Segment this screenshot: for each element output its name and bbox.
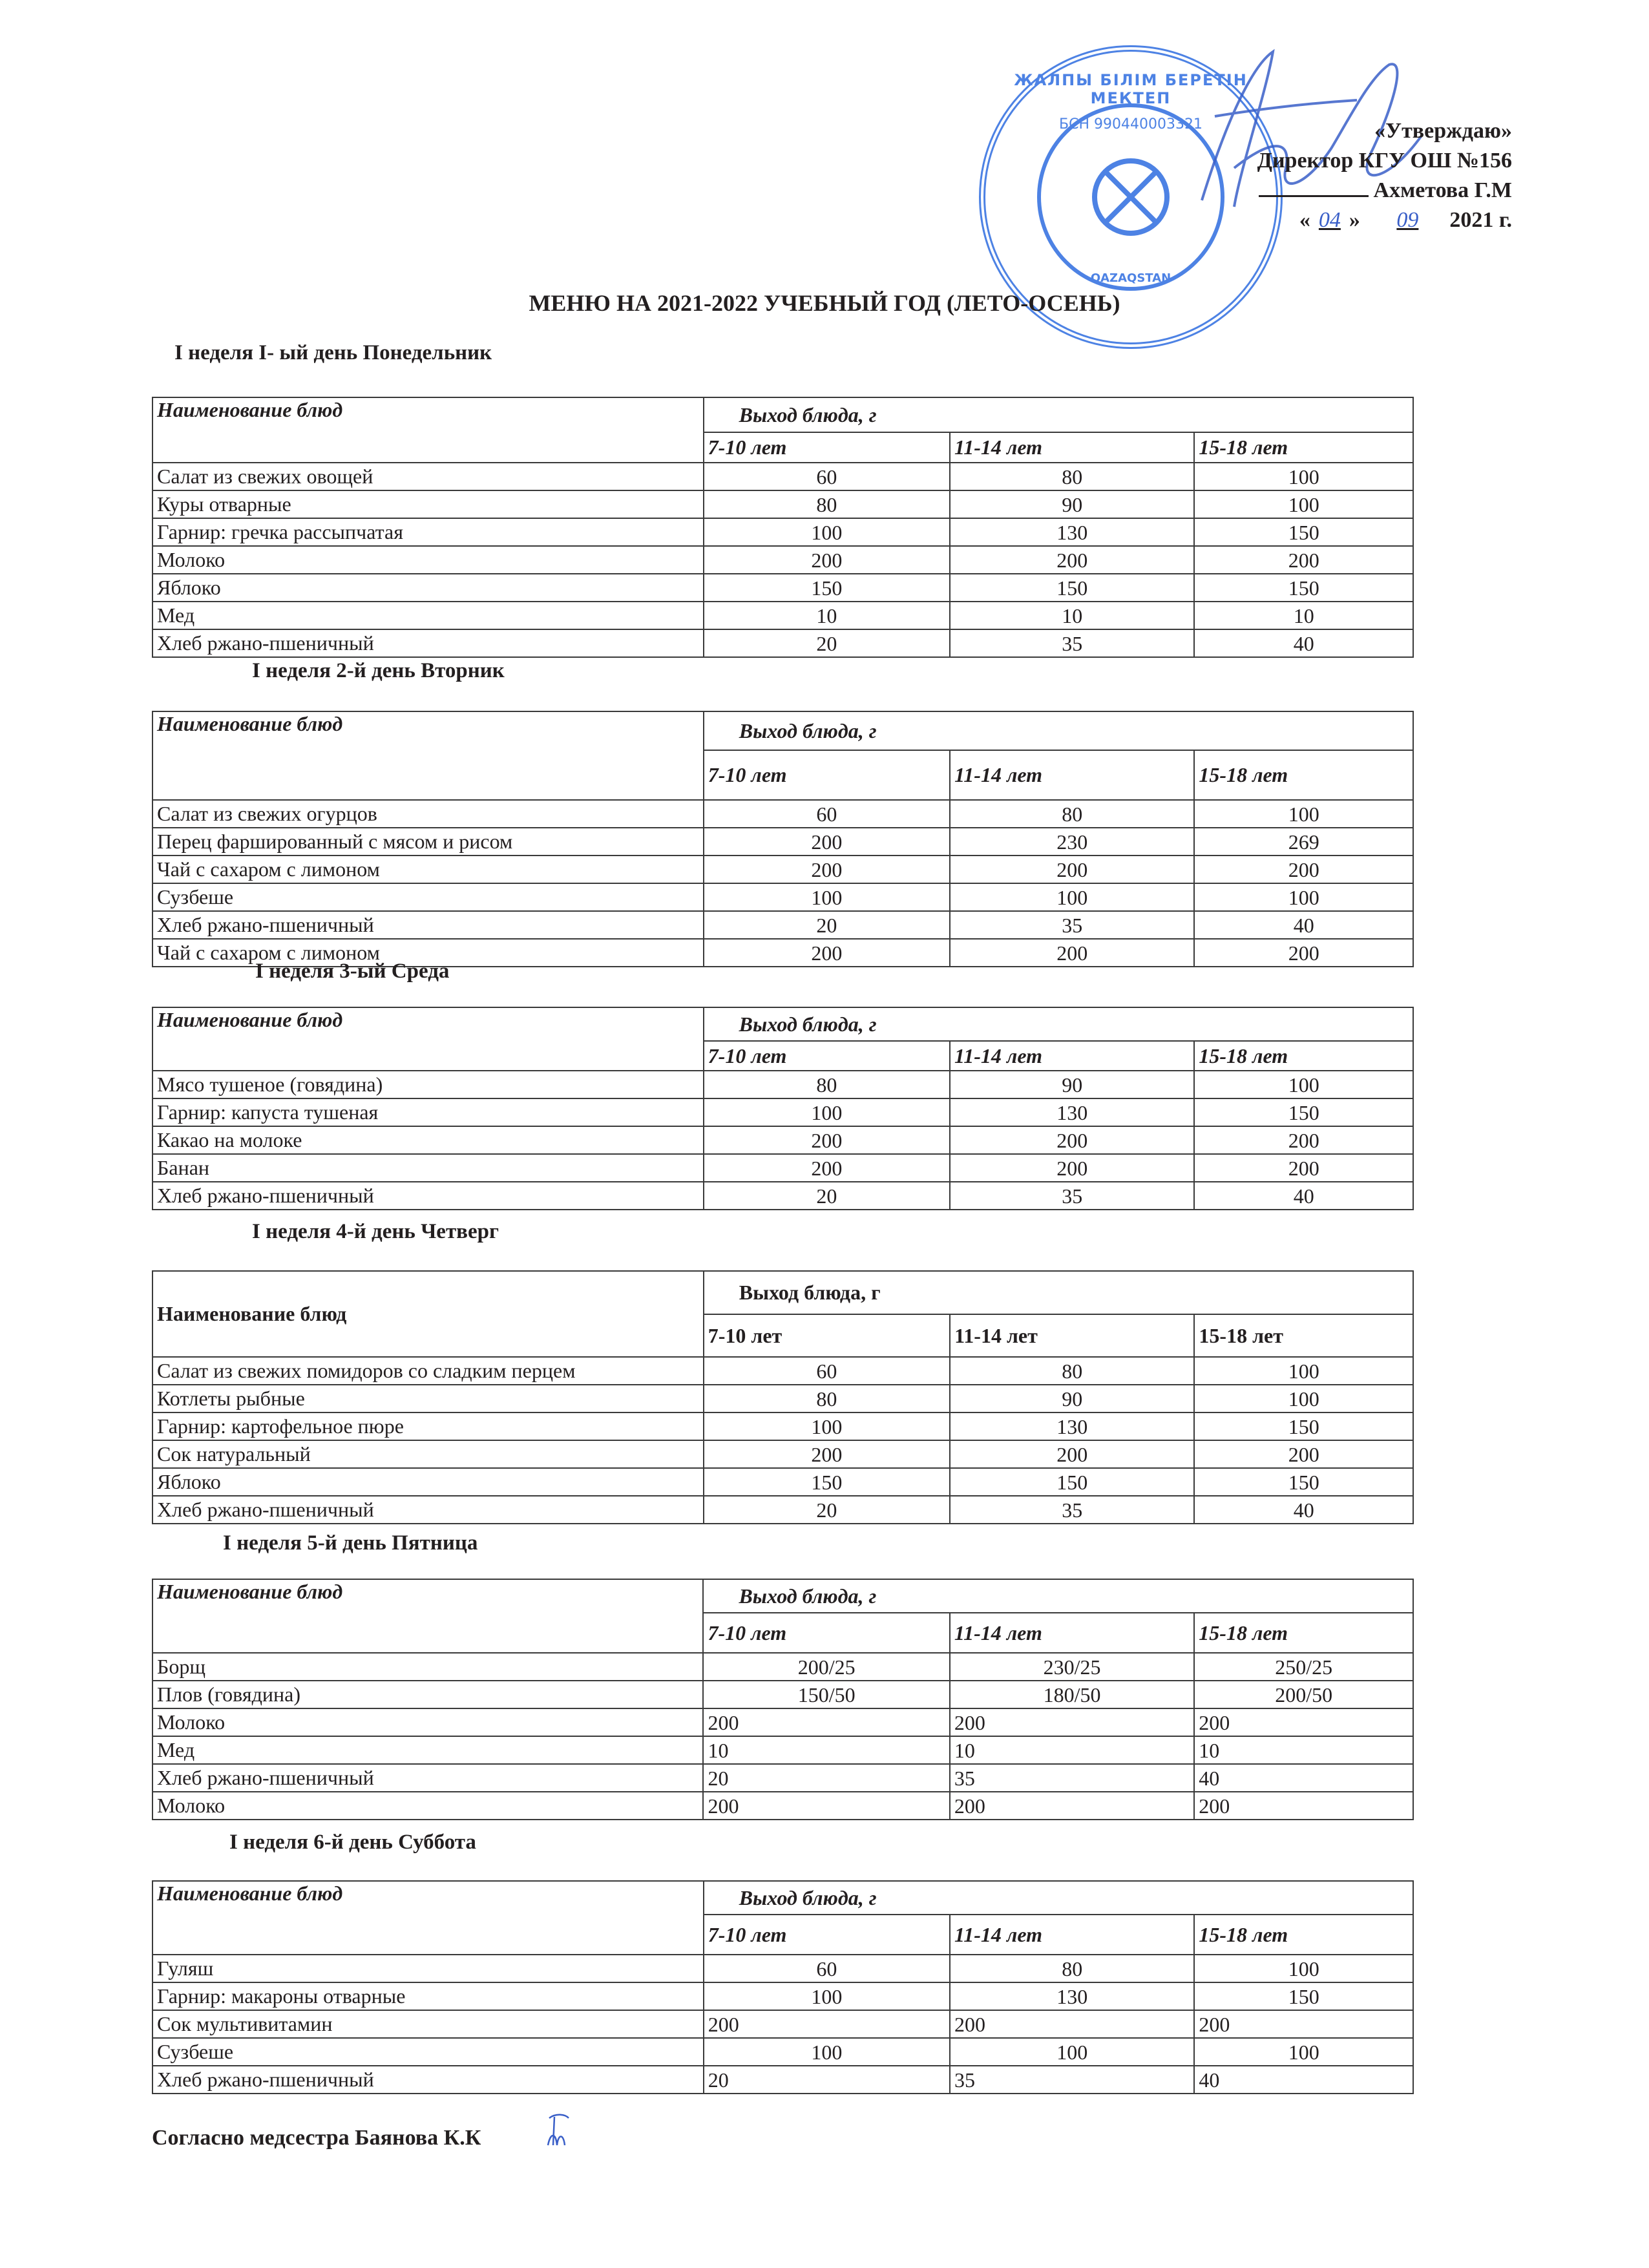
dish-name: Перец фаршированный с мясом и рисом <box>152 828 704 856</box>
dish-name: Сузбеше <box>152 883 704 911</box>
portion-value: 20 <box>703 1764 949 1792</box>
column-header-yield: Выход блюда, г <box>704 1007 1413 1041</box>
column-header-yield: Выход блюда, г <box>703 1579 1413 1613</box>
column-header-age: 7-10 лет <box>704 432 950 463</box>
dish-name: Хлеб ржано-пшеничный <box>152 1496 704 1524</box>
portion-value: 60 <box>704 1955 950 1982</box>
portion-value: 60 <box>704 1357 950 1385</box>
portion-value: 40 <box>1194 1764 1413 1792</box>
table-row <box>152 490 1413 518</box>
approval-name-line <box>1215 176 1512 205</box>
portion-value: 200 <box>1194 2010 1413 2038</box>
portion-value: 20 <box>704 1496 950 1524</box>
table-row <box>152 1385 1413 1412</box>
dish-name: Гуляш <box>152 1955 704 1982</box>
portion-value: 100 <box>1194 2038 1413 2066</box>
dish-name: Молоко <box>152 1708 703 1736</box>
table-row <box>152 629 1413 657</box>
portion-value: 200 <box>1194 856 1413 883</box>
table-row <box>152 518 1413 546</box>
portion-value: 100 <box>950 883 1194 911</box>
table-row <box>152 1496 1413 1524</box>
dish-name: Мясо тушеное (говядина) <box>152 1071 704 1098</box>
portion-value: 20 <box>704 2066 950 2094</box>
dish-name: Хлеб ржано-пшеничный <box>152 1764 703 1792</box>
portion-value: 100 <box>704 2038 950 2066</box>
portion-value: 250/25 <box>1194 1653 1413 1681</box>
page-title: МЕНЮ НА 2021-2022 УЧЕБНЫЙ ГОД (ЛЕТО-ОСЕНЬ) <box>529 290 1120 316</box>
portion-value: 200 <box>1194 939 1413 967</box>
stamp-bin: БСН 990440003321 <box>1059 116 1203 132</box>
portion-value: 100 <box>1194 1357 1413 1385</box>
date-quote-open: « <box>1299 208 1310 232</box>
table-row <box>152 1681 1413 1708</box>
portion-value: 80 <box>704 1385 950 1412</box>
column-header-yield: Выход блюда, г <box>704 1271 1413 1314</box>
portion-value: 10 <box>1194 1736 1413 1764</box>
portion-value: 150 <box>950 1468 1194 1496</box>
portion-value: 100 <box>1194 800 1413 828</box>
approval-block <box>1215 116 1512 235</box>
portion-value: 35 <box>950 629 1194 657</box>
stamp-ring-text: ЖАЛПЫ БІЛІМ БЕРЕТІН МЕКТЕП <box>1014 71 1248 107</box>
portion-value: 40 <box>1194 629 1413 657</box>
dish-name: Какао на молоке <box>152 1126 704 1154</box>
table-row <box>152 1764 1413 1792</box>
portion-value: 200 <box>704 939 950 967</box>
column-header-age: 7-10 лет <box>704 750 950 800</box>
menu-table <box>152 1270 1414 1524</box>
portion-value: 35 <box>950 911 1194 939</box>
table-row <box>152 1955 1413 1982</box>
column-header-yield: Выход блюда, г <box>704 711 1413 750</box>
column-header-age: 11-14 лет <box>950 750 1194 800</box>
portion-value: 100 <box>704 883 950 911</box>
date-quote-close: » <box>1349 208 1360 232</box>
date-year: 2021 г. <box>1449 208 1512 232</box>
portion-value: 80 <box>950 1955 1194 1982</box>
dish-name: Молоко <box>152 1792 703 1820</box>
portion-value: 200 <box>950 2010 1194 2038</box>
portion-value: 150 <box>1194 574 1413 602</box>
menu-table <box>152 1007 1414 1210</box>
dish-name: Сок мультивитамин <box>152 2010 704 2038</box>
portion-value: 100 <box>950 2038 1194 2066</box>
day-label: I неделя 5-й день Пятница <box>223 1531 478 1555</box>
portion-value: 200 <box>950 1708 1194 1736</box>
portion-value: 200 <box>950 546 1194 574</box>
table-row <box>152 2066 1413 2094</box>
portion-value: 200 <box>1194 546 1413 574</box>
table-row <box>152 1982 1413 2010</box>
portion-value: 200 <box>704 2010 950 2038</box>
portion-value: 200 <box>950 1440 1194 1468</box>
portion-value: 100 <box>1194 883 1413 911</box>
portion-value: 10 <box>703 1736 949 1764</box>
table-row <box>152 1071 1413 1098</box>
portion-value: 35 <box>950 1764 1194 1792</box>
portion-value: 200 <box>1194 1440 1413 1468</box>
portion-value: 150 <box>1194 1412 1413 1440</box>
column-header-dish: Наименование блюд <box>152 397 704 463</box>
dish-name: Плов (говядина) <box>152 1681 703 1708</box>
portion-value: 130 <box>950 518 1194 546</box>
column-header-age: 11-14 лет <box>950 1314 1194 1357</box>
portion-value: 35 <box>950 2066 1194 2094</box>
signature-line <box>1259 176 1369 197</box>
portion-value: 150 <box>1194 1982 1413 2010</box>
table-header-row <box>152 1579 1413 1613</box>
table-header-row <box>152 1271 1413 1314</box>
portion-value: 100 <box>704 518 950 546</box>
column-header-age: 15-18 лет <box>1194 1613 1413 1653</box>
portion-value: 40 <box>1194 1496 1413 1524</box>
portion-value: 90 <box>950 490 1194 518</box>
dish-name: Хлеб ржано-пшеничный <box>152 2066 704 2094</box>
table-row <box>152 1440 1413 1468</box>
portion-value: 10 <box>1194 602 1413 629</box>
portion-value: 10 <box>704 602 950 629</box>
portion-value: 100 <box>1194 1071 1413 1098</box>
portion-value: 150 <box>950 574 1194 602</box>
portion-value: 90 <box>950 1071 1194 1098</box>
portion-value: 80 <box>704 1071 950 1098</box>
column-header-age: 7-10 лет <box>703 1613 949 1653</box>
approval-name: Ахметова Г.М <box>1373 178 1512 202</box>
dish-name: Сок натуральный <box>152 1440 704 1468</box>
portion-value: 100 <box>704 1982 950 2010</box>
table-header-row <box>152 1007 1413 1041</box>
dish-name: Салат из свежих помидоров со сладким перцем <box>152 1357 704 1385</box>
column-header-age: 15-18 лет <box>1194 1041 1413 1071</box>
table-row <box>152 1098 1413 1126</box>
portion-value: 130 <box>950 1098 1194 1126</box>
portion-value: 80 <box>950 463 1194 490</box>
table-row <box>152 828 1413 856</box>
dish-name: Мед <box>152 1736 703 1764</box>
portion-value: 200 <box>704 1126 950 1154</box>
portion-value: 200 <box>703 1792 949 1820</box>
table-row <box>152 574 1413 602</box>
table-row <box>152 602 1413 629</box>
column-header-dish: Наименование блюд <box>152 1881 704 1955</box>
day-label: I неделя 4-й день Четверг <box>252 1220 499 1243</box>
portion-value: 40 <box>1194 911 1413 939</box>
portion-value: 200 <box>950 939 1194 967</box>
column-header-age: 11-14 лет <box>950 432 1194 463</box>
menu-table <box>152 1579 1414 1820</box>
dish-name: Чай с сахаром с лимоном <box>152 939 704 967</box>
menu-table <box>152 711 1414 967</box>
portion-value: 80 <box>950 800 1194 828</box>
portion-value: 10 <box>950 602 1194 629</box>
column-header-dish: Наименование блюд <box>152 1007 704 1071</box>
portion-value: 100 <box>1194 1955 1413 1982</box>
portion-value: 200 <box>704 828 950 856</box>
portion-value: 100 <box>704 1098 950 1126</box>
table-row <box>152 1468 1413 1496</box>
portion-value: 200 <box>1194 1792 1413 1820</box>
table-row <box>152 2038 1413 2066</box>
dish-name: Хлеб ржано-пшеничный <box>152 1182 704 1210</box>
portion-value: 200 <box>704 1154 950 1182</box>
menu-table <box>152 397 1414 658</box>
portion-value: 200 <box>950 1154 1194 1182</box>
column-header-dish: Наименование блюд <box>152 1271 704 1357</box>
day-label: I неделя 2-й день Вторник <box>252 659 505 682</box>
table-row <box>152 911 1413 939</box>
portion-value: 20 <box>704 911 950 939</box>
approval-position: Директор КГУ ОШ №156 <box>1257 149 1512 173</box>
column-header-age: 7-10 лет <box>704 1041 950 1071</box>
table-row <box>152 546 1413 574</box>
portion-value: 20 <box>704 1182 950 1210</box>
portion-value: 150/50 <box>703 1681 949 1708</box>
day-label: I неделя 6-й день Суббота <box>229 1831 476 1854</box>
dish-name: Котлеты рыбные <box>152 1385 704 1412</box>
table-row <box>152 1357 1413 1385</box>
date-day: 04 <box>1318 208 1341 232</box>
portion-value: 180/50 <box>950 1681 1194 1708</box>
dish-name: Яблоко <box>152 574 704 602</box>
portion-value: 150 <box>1194 518 1413 546</box>
dish-name: Салат из свежих огурцов <box>152 800 704 828</box>
table-row <box>152 2010 1413 2038</box>
table-row <box>152 800 1413 828</box>
portion-value: 90 <box>950 1385 1194 1412</box>
table-row <box>152 1792 1413 1820</box>
table-row <box>152 1708 1413 1736</box>
dish-name: Куры отварные <box>152 490 704 518</box>
table-row <box>152 856 1413 883</box>
approval-heading: «Утверждаю» <box>1374 119 1512 143</box>
table-header-row <box>152 1881 1413 1915</box>
portion-value: 80 <box>950 1357 1194 1385</box>
portion-value: 200 <box>950 1126 1194 1154</box>
dish-name: Хлеб ржано-пшеничный <box>152 629 704 657</box>
menu-table <box>152 1880 1414 2094</box>
portion-value: 60 <box>704 463 950 490</box>
portion-value: 35 <box>950 1182 1194 1210</box>
table-row <box>152 1154 1413 1182</box>
column-header-age: 7-10 лет <box>704 1314 950 1357</box>
portion-value: 200 <box>703 1708 949 1736</box>
portion-value: 150 <box>1194 1468 1413 1496</box>
portion-value: 150 <box>704 1468 950 1496</box>
portion-value: 100 <box>1194 490 1413 518</box>
portion-value: 200 <box>1194 1154 1413 1182</box>
table-row <box>152 1182 1413 1210</box>
portion-value: 10 <box>950 1736 1194 1764</box>
day-label: I неделя I- ый день Понедельник <box>174 341 492 364</box>
column-header-age: 15-18 лет <box>1194 750 1413 800</box>
column-header-age: 15-18 лет <box>1194 1915 1413 1955</box>
portion-value: 200 <box>950 856 1194 883</box>
portion-value: 200 <box>1194 1126 1413 1154</box>
portion-value: 230 <box>950 828 1194 856</box>
portion-value: 130 <box>950 1412 1194 1440</box>
column-header-age: 11-14 лет <box>950 1041 1194 1071</box>
portion-value: 40 <box>1194 2066 1413 2094</box>
dish-name: Гарнир: картофельное пюре <box>152 1412 704 1440</box>
portion-value: 200 <box>704 856 950 883</box>
table-row <box>152 1653 1413 1681</box>
dish-name: Салат из свежих овощей <box>152 463 704 490</box>
table-row <box>152 883 1413 911</box>
nurse-signature-icon <box>536 2113 575 2152</box>
dish-name: Хлеб ржано-пшеничный <box>152 911 704 939</box>
portion-value: 200 <box>704 546 950 574</box>
dish-name: Яблоко <box>152 1468 704 1496</box>
portion-value: 100 <box>704 1412 950 1440</box>
stamp-country: QAZAQSTAN <box>1090 271 1171 285</box>
dish-name: Гарнир: макароны отварные <box>152 1982 704 2010</box>
column-header-yield: Выход блюда, г <box>704 397 1413 432</box>
portion-value: 150 <box>704 574 950 602</box>
portion-value: 60 <box>704 800 950 828</box>
column-header-age: 11-14 лет <box>950 1915 1194 1955</box>
dish-name: Банан <box>152 1154 704 1182</box>
column-header-dish: Наименование блюд <box>152 711 704 800</box>
table-row <box>152 463 1413 490</box>
portion-value: 100 <box>1194 1385 1413 1412</box>
nurse-approval: Согласно медсестра Баянова К.К <box>152 2126 481 2150</box>
column-header-yield: Выход блюда, г <box>704 1881 1413 1915</box>
dish-name: Гарнир: капуста тушеная <box>152 1098 704 1126</box>
dish-name: Чай с сахаром с лимоном <box>152 856 704 883</box>
approval-date <box>1215 205 1512 235</box>
column-header-dish: Наименование блюд <box>152 1579 703 1653</box>
table-row <box>152 1736 1413 1764</box>
portion-value: 20 <box>704 629 950 657</box>
portion-value: 40 <box>1194 1182 1413 1210</box>
portion-value: 150 <box>1194 1098 1413 1126</box>
dish-name: Мед <box>152 602 704 629</box>
portion-value: 200 <box>950 1792 1194 1820</box>
portion-value: 200/50 <box>1194 1681 1413 1708</box>
dish-name: Борщ <box>152 1653 703 1681</box>
portion-value: 200 <box>704 1440 950 1468</box>
emblem-icon <box>1092 158 1170 236</box>
portion-value: 130 <box>950 1982 1194 2010</box>
portion-value: 200 <box>1194 1708 1413 1736</box>
table-row <box>152 1412 1413 1440</box>
dish-name: Молоко <box>152 546 704 574</box>
date-month: 09 <box>1396 208 1419 232</box>
column-header-age: 7-10 лет <box>704 1915 950 1955</box>
portion-value: 35 <box>950 1496 1194 1524</box>
column-header-age: 15-18 лет <box>1194 432 1413 463</box>
table-row <box>152 1126 1413 1154</box>
column-header-age: 15-18 лет <box>1194 1314 1413 1357</box>
portion-value: 80 <box>704 490 950 518</box>
day-label: I неделя 3-ый Среда <box>255 960 450 983</box>
dish-name: Сузбеше <box>152 2038 704 2066</box>
portion-value: 100 <box>1194 463 1413 490</box>
portion-value: 200/25 <box>703 1653 949 1681</box>
portion-value: 230/25 <box>950 1653 1194 1681</box>
table-header-row <box>152 397 1413 432</box>
portion-value: 269 <box>1194 828 1413 856</box>
table-header-row <box>152 711 1413 750</box>
dish-name: Гарнир: гречка рассыпчатая <box>152 518 704 546</box>
column-header-age: 11-14 лет <box>950 1613 1194 1653</box>
